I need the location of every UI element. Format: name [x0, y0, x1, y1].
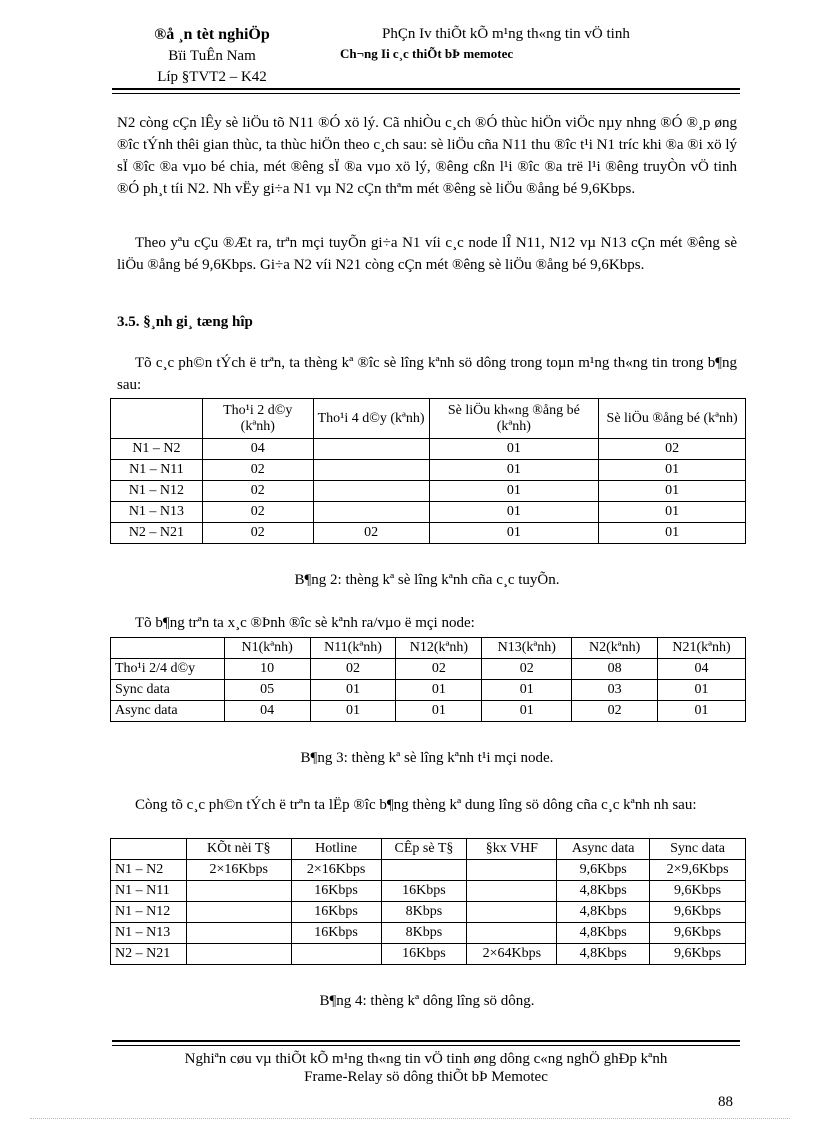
- route-label: N1 – N12: [111, 902, 187, 923]
- table-cell: 2×9,6Kbps: [650, 860, 746, 881]
- table-cell: 02: [202, 481, 313, 502]
- route-label: N1 – N13: [111, 923, 187, 944]
- table-cell: 01: [429, 502, 599, 523]
- footer-rule: [112, 1040, 740, 1042]
- table-cell: 01: [396, 680, 482, 701]
- table-cell: 02: [202, 523, 313, 544]
- table-cell: [186, 881, 291, 902]
- table-capacity-usage: [110, 838, 746, 965]
- footer-text: [112, 1050, 740, 1086]
- table-cell: 16Kbps: [381, 881, 467, 902]
- table-cell: 01: [429, 481, 599, 502]
- section-heading: 3.5. §¸nh gi¸ tæng hîp: [117, 314, 253, 330]
- class-name: Líp §TVT2 – K42: [157, 69, 267, 85]
- table-row: [111, 659, 746, 680]
- table-cell: [313, 460, 429, 481]
- table-cell: 9,6Kbps: [650, 923, 746, 944]
- table-cell: 2×64Kbps: [467, 944, 557, 965]
- table-cell: 01: [429, 460, 599, 481]
- table-cell: 02: [572, 701, 658, 722]
- header-left: [112, 24, 312, 88]
- table-header-cell: [111, 638, 225, 659]
- route-label: N2 – N21: [111, 944, 187, 965]
- table-cell: 8Kbps: [381, 902, 467, 923]
- route-label: N1 – N11: [111, 460, 203, 481]
- table-row: [111, 944, 746, 965]
- table-cell: 16Kbps: [291, 923, 381, 944]
- table-header-cell: N13(kªnh): [482, 638, 572, 659]
- table-header-cell: KÕt nèi T§: [186, 839, 291, 860]
- table-cell: 16Kbps: [291, 881, 381, 902]
- table-cell: 01: [310, 701, 396, 722]
- header-rule-thin: [112, 93, 740, 94]
- table-cell: 04: [202, 439, 313, 460]
- table-cell: [186, 923, 291, 944]
- table-cell: 02: [599, 439, 746, 460]
- footer-rule-thin: [112, 1045, 740, 1046]
- table-row: [111, 680, 746, 701]
- table-header-cell: N12(kªnh): [396, 638, 482, 659]
- route-label: N2 – N21: [111, 523, 203, 544]
- table-cell: [291, 944, 381, 965]
- table-cell: 01: [599, 502, 746, 523]
- table-cell: 01: [482, 701, 572, 722]
- paragraph-3: Tõ c¸c ph©n tÝch ë trªn, ta thèng kª ®îc sè lîng kªnh sö dông trong toµn m¹ng th«ng tin trong b¶ng sau:: [117, 355, 737, 393]
- table-cell: 04: [224, 701, 310, 722]
- table-cell: 08: [572, 659, 658, 680]
- table-cell: 9,6Kbps: [650, 944, 746, 965]
- table-row: [111, 481, 746, 502]
- table-cell: 01: [658, 680, 746, 701]
- table-cell: 01: [396, 701, 482, 722]
- table-row: [111, 881, 746, 902]
- route-label: N1 – N2: [111, 860, 187, 881]
- row-label: Sync data: [111, 680, 225, 701]
- table-cell: 4,8Kbps: [557, 944, 650, 965]
- row-label: Async data: [111, 701, 225, 722]
- table-cell: [313, 439, 429, 460]
- table-cell: 2×16Kbps: [291, 860, 381, 881]
- table-cell: 9,6Kbps: [650, 881, 746, 902]
- part-title: PhÇn Iv thiÕt kÕ m¹ng th«ng tin vÖ tinh: [382, 26, 630, 42]
- table-cell: [467, 860, 557, 881]
- table-cell: 02: [202, 502, 313, 523]
- footer-line-1: Nghiªn cøu vµ thiÕt kÕ m¹ng th«ng tin vÖ tinh øng dông c«ng nghÖ ghÐp kªnh: [184, 1051, 668, 1067]
- route-label: N1 – N12: [111, 481, 203, 502]
- table-cell: 02: [313, 523, 429, 544]
- table-header-cell: [111, 399, 203, 439]
- table-header-cell: Sè liÖu kh«ng ®ång bé (kªnh): [429, 399, 599, 439]
- author-name: Bïi TuÊn Nam: [168, 48, 256, 64]
- table-4-caption: B¶ng 4: thèng kª dông lîng sö dông.: [319, 993, 535, 1009]
- table-row: [111, 439, 746, 460]
- table-row: [111, 502, 746, 523]
- table-cell: 4,8Kbps: [557, 881, 650, 902]
- table-2-caption: B¶ng 2: thèng kª sè lîng kªnh cña c¸c tuyÕn.: [294, 572, 560, 588]
- route-label: N1 – N2: [111, 439, 203, 460]
- table-header-cell: N1(kªnh): [224, 638, 310, 659]
- route-label: N1 – N11: [111, 881, 187, 902]
- table-header-cell: §kx VHF: [467, 839, 557, 860]
- table-channels-per-route: [110, 398, 746, 544]
- table-cell: 2×16Kbps: [186, 860, 291, 881]
- paragraph-4: Tõ b¶ng trªn ta x¸c ®Þnh ®îc sè kªnh ra/vµo ë mçi node:: [135, 615, 475, 631]
- table-cell: [381, 860, 467, 881]
- footer-line-2: Frame-Relay sö dông thiÕt bÞ Memotec: [304, 1069, 548, 1085]
- table-cell: 01: [599, 481, 746, 502]
- table-header-cell: N21(kªnh): [658, 638, 746, 659]
- table-header-cell: N11(kªnh): [310, 638, 396, 659]
- table-cell: 01: [658, 701, 746, 722]
- table-cell: 4,8Kbps: [557, 902, 650, 923]
- table-cell: [467, 881, 557, 902]
- route-label: N1 – N13: [111, 502, 203, 523]
- table-cell: 9,6Kbps: [650, 902, 746, 923]
- page-bottom-divider: [30, 1118, 790, 1119]
- chapter-title: Ch¬ng Ii c¸c thiÕt bÞ memotec: [340, 46, 514, 61]
- table-header-cell: Tho¹i 4 d©y (kªnh): [313, 399, 429, 439]
- table-cell: 01: [310, 680, 396, 701]
- table-header-cell: Sè liÖu ®ång bé (kªnh): [599, 399, 746, 439]
- table-cell: [467, 923, 557, 944]
- table-cell: 01: [429, 439, 599, 460]
- row-label: Tho¹i 2/4 d©y: [111, 659, 225, 680]
- header-rule: [112, 88, 740, 90]
- table-cell: 01: [599, 460, 746, 481]
- table-row: [111, 460, 746, 481]
- table-cell: 10: [224, 659, 310, 680]
- table-cell: [186, 944, 291, 965]
- table-header-cell: N2(kªnh): [572, 638, 658, 659]
- table-header-cell: [111, 839, 187, 860]
- table-cell: 03: [572, 680, 658, 701]
- table-cell: 8Kbps: [381, 923, 467, 944]
- table-header-cell: Hotline: [291, 839, 381, 860]
- table-cell: 02: [482, 659, 572, 680]
- table-cell: 02: [396, 659, 482, 680]
- table-row: [111, 923, 746, 944]
- table-header-cell: Async data: [557, 839, 650, 860]
- table-cell: [467, 902, 557, 923]
- table-cell: 01: [429, 523, 599, 544]
- table-row: [111, 523, 746, 544]
- paragraph-5: Còng tõ c¸c ph©n tÝch ë trªn ta lËp ®îc b¶ng thèng kª dung lîng sö dông cña c¸c kªnh nh sau:: [135, 797, 697, 813]
- table-cell: 4,8Kbps: [557, 923, 650, 944]
- table-header-cell: Tho¹i 2 d©y (kªnh): [202, 399, 313, 439]
- table-cell: [313, 481, 429, 502]
- thesis-title: ®å ¸n tèt nghiÖp: [154, 26, 270, 43]
- paragraph-2: Theo yªu cÇu ®Æt ra, trªn mçi tuyÕn gi÷a N1 víi c¸c node lÎ N11, N12 vµ N13 cÇn mét ®êng sè liÖu ®ång bé 9,6Kbps. Gi÷a N2 víi N21 còng cÇn mét ®êng sè liÖu ®ång bé 9,6Kbps.: [117, 235, 737, 273]
- table-cell: 9,6Kbps: [557, 860, 650, 881]
- page-number: 88: [718, 1094, 733, 1110]
- table-header-cell: CÊp sè T§: [381, 839, 467, 860]
- table-cell: [313, 502, 429, 523]
- table-cell: 02: [202, 460, 313, 481]
- paragraph-1: N2 còng cÇn lÊy sè liÖu tõ N11 ®Ó xö lý. Cã nhiÒu c¸ch ®Ó thùc hiÖn viÖc nµy nhng ®Ó ®¸p øng ®îc tÝnh thêi gian thùc, ta thùc hiÖn theo c¸ch sau: sè liÖu cña N11 thu ®îc t¹i N1 tríc khi ®a ®i xö lý sÏ ®îc ®a vµo bé chia, mét ®êng sÏ ®a vµo xö lý, ®êng cßn l¹i ®îc ®a trë l¹i ®êng truyÒn vÖ tinh ®Ó ph¸t tíi N2. Nh vËy gi÷a N1 vµ N2 cÇn thªm mét ®êng sè liÖu ®ång bé 9,6Kbps.: [117, 115, 737, 197]
- table-row: [111, 701, 746, 722]
- table-channels-per-node: [110, 637, 746, 722]
- table-row: [111, 860, 746, 881]
- table-cell: 05: [224, 680, 310, 701]
- table-header-cell: Sync data: [650, 839, 746, 860]
- table-cell: [186, 902, 291, 923]
- table-row: [111, 902, 746, 923]
- table-cell: 16Kbps: [291, 902, 381, 923]
- table-cell: 02: [310, 659, 396, 680]
- table-3-caption: B¶ng 3: thèng kª sè lîng kªnh t¹i mçi node.: [300, 750, 554, 766]
- table-cell: 04: [658, 659, 746, 680]
- table-cell: 01: [599, 523, 746, 544]
- table-cell: 16Kbps: [381, 944, 467, 965]
- table-cell: 01: [482, 680, 572, 701]
- header-right: [340, 24, 740, 63]
